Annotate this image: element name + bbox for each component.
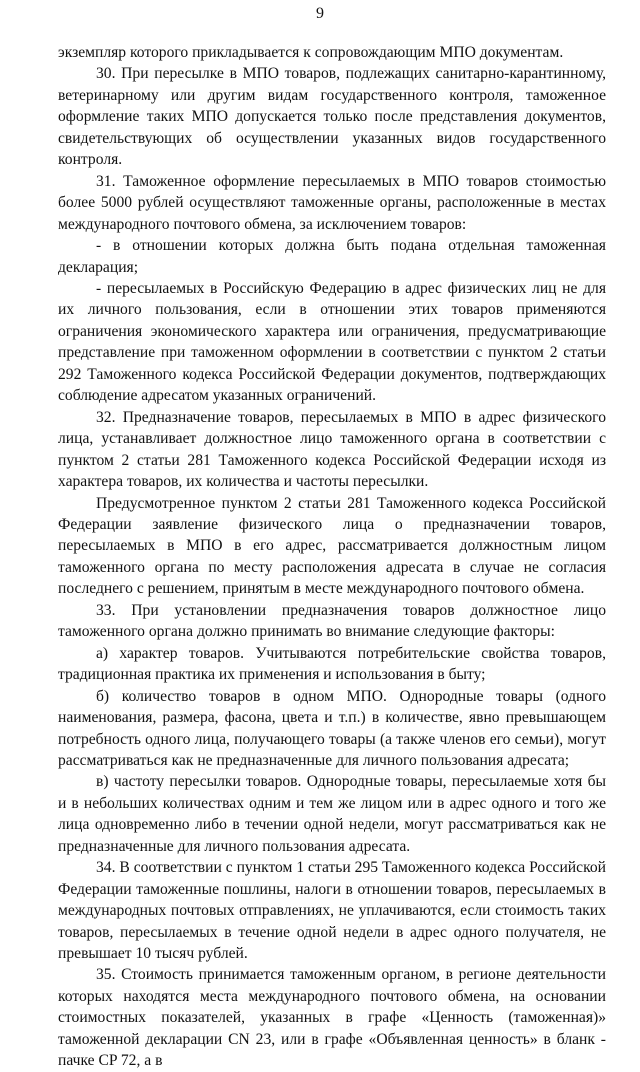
paragraph-33-item-v: в) частоту пересылки товаров. Однородные товары, пересылаемые хотя бы и в небольших количествах одним и тем же лицом или в адрес одного и того же лица одновременно либо в течении одной недели, могут рассматриваться как не предназначенные для личного пользования адресата. [58,773,606,855]
paragraph-33-item-a: а) характер товаров. Учитываются потребительские свойства товаров, традиционная практика их применения и использования в быту; [58,644,606,684]
paragraph-30: 30. При пересылке в МПО товаров, подлежащих санитарно-карантинному, ветеринарному или другим видам государственного контроля, таможенное оформление таких МПО допускается только после представления документов, свидетельствующих об осуществлении указанных видов государственного контроля. [58,65,606,169]
paragraph-32-continuation: Предусмотренное пунктом 2 статьи 281 Таможенного кодекса Российской Федерации заявление физического лица о предназначении товаров, пересылаемых в МПО в его адрес, рассматривается должностным лицом таможенного органа по месту расположения адресата в случае не согласия последнего с решением, принятым в месте международного почтового обмена. [58,494,606,598]
document-body [58,42,606,1072]
paragraph-33: 33. При установлении предназначения товаров должностное лицо таможенного органа должно принимать во внимание следующие факторы: [58,601,606,641]
paragraph-34: 34. В соответствии с пунктом 1 статьи 295 Таможенного кодекса Российской Федерации таможенные пошлины, налоги в отношении товаров, пересылаемых в международных почтовых отправлениях, не уплачиваются, если стоимость таких товаров, пересылаемых в течение одной недели в адрес одного получателя, не превышает 10 тысяч рублей. [58,859,606,963]
paragraph-31-item-2: - пересылаемых в Российскую Федерацию в адрес физических лиц не для их личного пользования, если в отношении этих товаров применяются ограничения экономического характера или ограничения, предусматривающие представление при таможенном оформлении в соответствии с пунктом 2 статьи 292 Таможенного кодекса Российской Федерации документов, подтверждающих соблюдение адресатом указанных ограничений. [58,279,606,405]
paragraph-33-item-b: б) количество товаров в одном МПО. Однородные товары (одного наименования, размера, фасона, цвета и т.п.) в количестве, явно превышающем потребность одного лица, получающего товары (а также членов его семьи), могут рассматриваться как не предназначенные для личного пользования адресата; [58,687,606,769]
paragraph-31-item-1: - в отношении которых должна быть подана отдельная таможенная декларация; [58,237,606,276]
paragraph-continuation: экземпляр которого прикладывается к сопровождающим МПО документам. [58,44,564,61]
paragraph-31: 31. Таможенное оформление пересылаемых в МПО товаров стоимостью более 5000 рублей осуществляют таможенные органы, расположенные в местах международного почтового обмена, за исключением товаров: [58,172,606,233]
paragraph-32: 32. Предназначение товаров, пересылаемых в МПО в адрес физического лица, устанавливает должностное лицо таможенного органа в соответствии с пунктом 2 статьи 281 Таможенного кодекса Российской Федерации исходя из характера товаров, их количества и частоты пересылки. [58,408,606,491]
paragraph-35: 35. Стоимость принимается таможенным органом, в регионе деятельности которых находятся места международного почтового обмена, на основании стоимостных показателей, указанных в графе «Ценность (таможенная)» таможенной декларации CN 23, или в графе «Объявленная ценность» в бланк - пачке CP 72, а в [58,966,606,1070]
page-number: 9 [316,5,324,22]
